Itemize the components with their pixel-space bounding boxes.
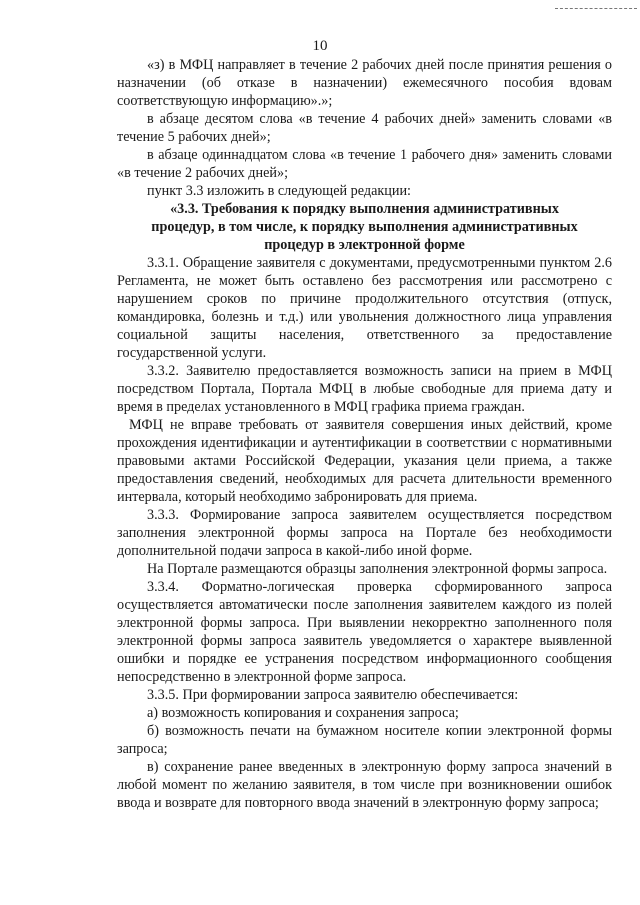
list-item-b: б) возможность печати на бумажном носителе копии электронной формы запроса; [117, 723, 612, 757]
paragraph-z-mfc: «з) в МФЦ направляет в течение 2 рабочих дней после принятия решения о назначении (об отказе в назначении) ежемесячного пособия вдовам соответствующую информацию».»; [117, 57, 612, 109]
document-body [117, 56, 612, 812]
top-edge-rule [555, 8, 637, 9]
paragraph-abzac-10: в абзаце десятом слова «в течение 4 рабочих дней» заменить словами «в течение 5 рабочих дней»; [117, 111, 612, 145]
paragraph-3-3-2: 3.3.2. Заявителю предоставляется возможность записи на прием в МФЦ посредством Портала, Портала МФЦ в любые свободные для приема дату и время в пределах установленного в МФЦ графика приема граждан. [117, 363, 612, 415]
paragraph-3-3-1: 3.3.1. Обращение заявителя с документами, предусмотренными пунктом 2.6 Регламента, не может быть оставлено без рассмотрения или рассмотрено с нарушением сроков по причине продолжительного отсутствия (отпуск, командировка, болезнь и т.д.) или увольнения должностного лица управления социальной защиты населения, ответственного за предоставление государственной услуги. [117, 255, 612, 361]
page-number: 10 [312, 38, 328, 54]
paragraph-obrazcy: На Портале размещаются образцы заполнения электронной формы запроса. [147, 561, 608, 577]
paragraph-3-3-4: 3.3.4. Форматно-логическая проверка сформированного запроса осуществляется автоматически после заполнения заявителем каждого из полей электронной формы запроса. При выявлении некорректно заполненного поля электронной формы запроса заявитель уведомляется о характере выявленной ошибки и порядке ее устранения посредством информационного сообщения непосредственно в электронной форме запроса. [117, 579, 612, 685]
paragraph-3-3-5: 3.3.5. При формировании запроса заявителю обеспечивается: [147, 687, 519, 703]
list-item-v: в) сохранение ранее введенных в электронную форму запроса значений в любой момент по желанию заявителя, в том числе при возникновении ошибок ввода и возврате для повторного ввода значений в электронную форму запроса; [117, 759, 612, 811]
paragraph-punkt-3-3: пункт 3.3 изложить в следующей редакции: [147, 183, 411, 199]
list-item-a: а) возможность копирования и сохранения запроса; [147, 705, 459, 721]
paragraph-3-3-3: 3.3.3. Формирование запроса заявителем осуществляется посредством заполнения электронной формы запроса на Портале без необходимости дополнительной подачи запроса в какой-либо иной форме. [117, 507, 612, 559]
section-heading-3-3: «3.3. Требования к порядку выполнения административных процедур, в том числе, к порядку выполнения административных процедур в электронной форме [151, 201, 578, 253]
paragraph-mfc-ne-vprave: МФЦ не вправе требовать от заявителя совершения иных действий, кроме прохождения идентификации и аутентификации в соответствии с нормативными правовыми актами Российской Федерации, указания цели приема, а также предоставления сведений, необходимых для расчета длительности временного интервала, который необходимо забронировать для приема. [117, 417, 612, 505]
paragraph-abzac-11: в абзаце одиннадцатом слова «в течение 1 рабочего дня» заменить словами «в течение 2 рабочих дней»; [117, 147, 612, 181]
